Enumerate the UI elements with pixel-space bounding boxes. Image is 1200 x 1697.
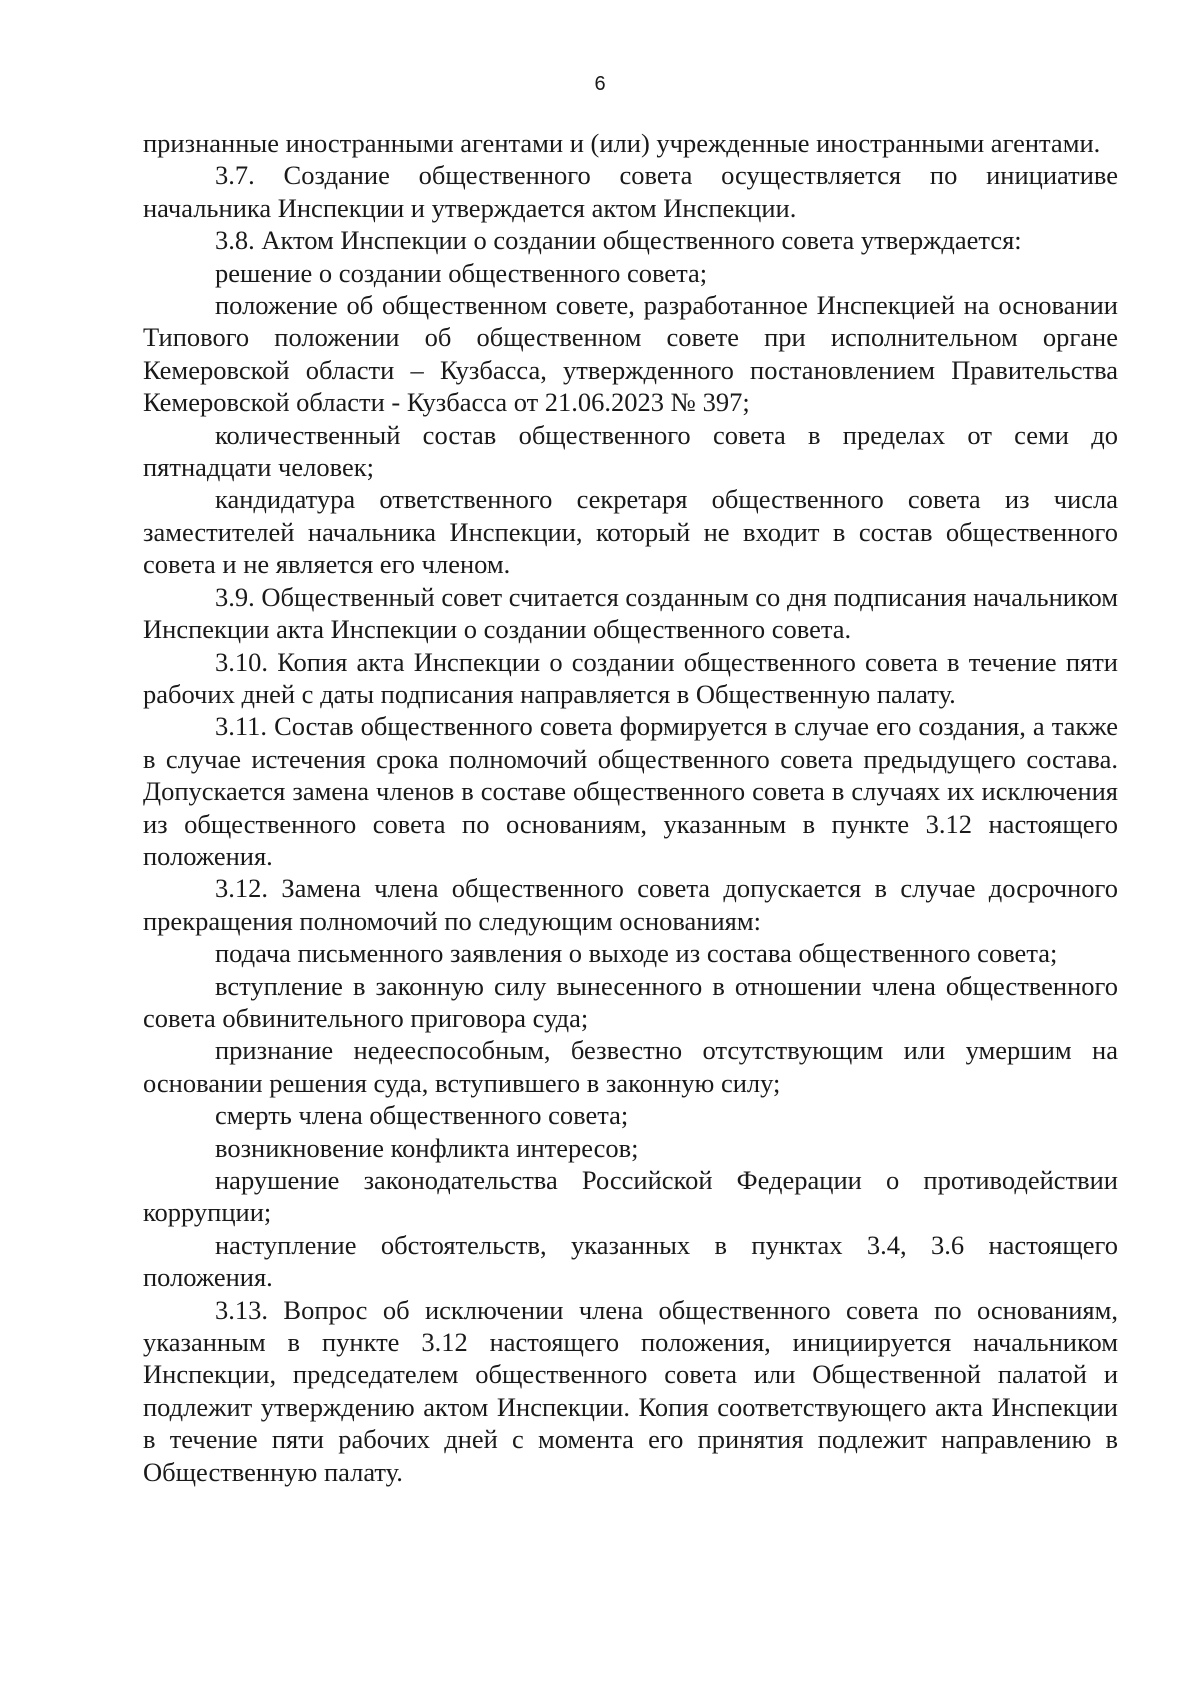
paragraph-3-9: 3.9. Общественный совет считается созданным со дня подписания начальником Инспекции акта Инспекции о создании общественного совета. — [143, 581, 1118, 645]
paragraph-3-10: 3.10. Копия акта Инспекции о создании общественного совета в течение пяти рабочих дней с даты подписания направляется в Общественную палату. — [143, 646, 1118, 709]
list-item-decision: решение о создании общественного совета; — [215, 257, 708, 288]
paragraph-3-8: 3.8. Актом Инспекции о создании общественного совета утверждается: — [215, 225, 1022, 256]
list-item-resignation: подача письменного заявления о выходе из состава общественного совета; — [215, 938, 1058, 969]
list-item-conviction: вступление в законную силу вынесенного в отношении члена общественного совета обвинительного приговора суда; — [143, 970, 1118, 1033]
paragraph-3-12: 3.12. Замена члена общественного совета допускается в случае досрочного прекращения полномочий по следующим основаниям: — [143, 873, 1118, 936]
list-item-regulation: положение об общественном совете, разработанное Инспекцией на основании Типового положении об общественном совете при исполнительном органе Кемеровской области – Кузбасса, утвержденного постановлением Правительства Кемеровской области - Кузбасса от 21.06.2023 № 397; — [143, 290, 1118, 418]
list-item-corruption: нарушение законодательства Российской Федерации о противодействии коррупции; — [143, 1165, 1118, 1228]
list-item-composition: количественный состав общественного совета в пределах от семи до пятнадцати человек; — [143, 419, 1118, 483]
document-body — [143, 127, 1118, 1488]
list-item-incapacity: признание недееспособным, безвестно отсутствующим или умершим на основании решения суда, вступившего в законную силу; — [143, 1035, 1118, 1098]
list-item-secretary: кандидатура ответственного секретаря общественного совета из числа заместителей начальника Инспекции, который не входит в состав общественного совета и не является его членом. — [143, 484, 1118, 580]
paragraph-3-13: 3.13. Вопрос об исключении члена общественного совета по основаниям, указанным в пункте 3.12 настоящего положения, инициируется начальником Инспекции, председателем общественного совета или Общественной палатой и подлежит утверждению актом Инспекции. Копия соответствующего акта Инспекции в течение пяти рабочих дней с момента его принятия подлежит направлению в Общественную палату. — [143, 1294, 1118, 1487]
list-item-circumstances: наступление обстоятельств, указанных в пунктах 3.4, 3.6 настоящего положения. — [143, 1229, 1118, 1293]
paragraph-continuation: признанные иностранными агентами и (или) учрежденные иностранными агентами. — [143, 128, 1101, 158]
paragraph-3-11: 3.11. Состав общественного совета формируется в случае его создания, а также в случае истечения срока полномочий общественного совета предыдущего состава. Допускается замена членов в составе общественного совета в случаях их исключения из общественного совета по основаниям, указанным в пункте 3.12 настоящего положения. — [143, 711, 1118, 871]
paragraph-3-7: 3.7. Создание общественного совета осуществляется по инициативе начальника Инспекции и утверждается актом Инспекции. — [143, 160, 1118, 223]
list-item-conflict: возникновение конфликта интересов; — [215, 1132, 639, 1163]
list-item-death: смерть члена общественного совета; — [215, 1100, 629, 1131]
page-number: 6 — [594, 73, 606, 95]
